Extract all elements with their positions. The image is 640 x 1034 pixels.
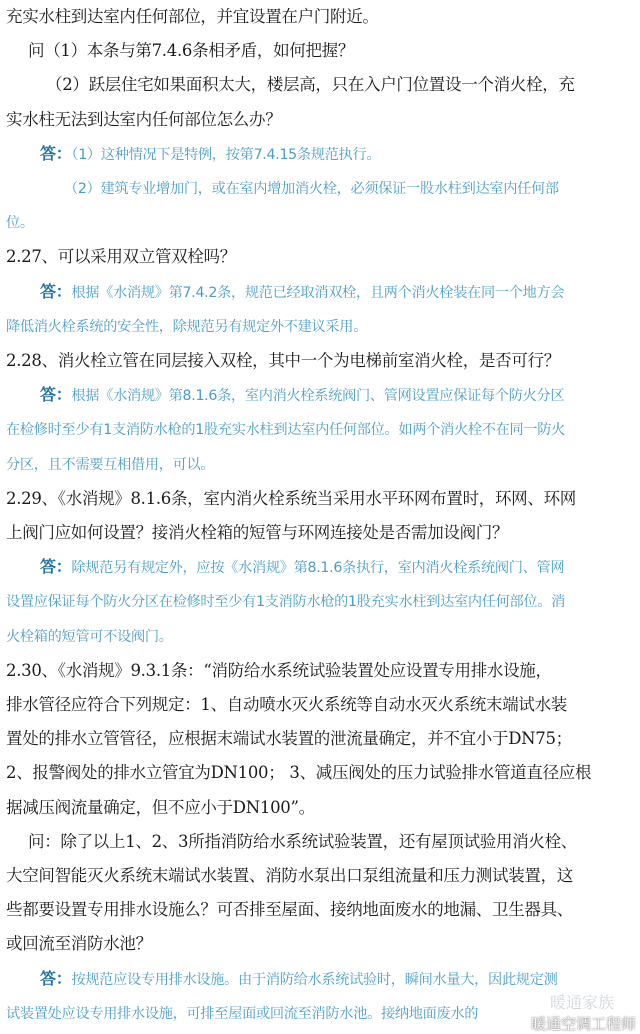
line-text: 据减压阀流量确定，但不应小于DN100”。 (6, 797, 315, 817)
text-line (6, 516, 636, 550)
watermark-sub: 暖通空调工程师 (530, 1015, 636, 1033)
answer-line (6, 172, 636, 206)
text-line (6, 240, 636, 274)
text-line (6, 859, 636, 893)
answer-line (6, 620, 636, 654)
text-line (6, 927, 636, 961)
line-text: 在检修时至少有1支消防水枪的1股充实水柱到达室内任何部位。如两个消火栓不在同一防火 (6, 422, 566, 439)
line-text: 2.29、《水消规》8.1.6条，室内消火栓系统当采用水平环网布置时，环网、环网 (6, 488, 576, 508)
text-line (6, 688, 636, 722)
line-text: 位。 (6, 215, 34, 232)
line-text: 问（1）本条与第7.4.6条相矛盾，如何把握？ (28, 41, 355, 61)
line-text: 置处的排水立管管径，应根据末端试水装置的泄流量确定，并不宜小于DN75； (6, 729, 572, 749)
line-text: 分区，且不需要互相借用，可以。 (6, 456, 215, 473)
line-text: 问：除了以上1、2、3所指消防给水系统试验装置，还有屋顶试验用消火栓、 (28, 831, 577, 851)
document-body (6, 0, 636, 1031)
line-text: 根据《水消规》第7.4.2条，规范已经取消双栓，且两个消火栓装在同一个地方会 (71, 284, 565, 301)
answer-line (6, 378, 636, 413)
answer-line (6, 275, 636, 310)
answer-line (6, 206, 636, 240)
line-text: 按规范应设专用排水设施。由于消防给水系统试验时，瞬间水量大，因此规定测 (71, 971, 558, 988)
line-text: 2.30、《水消规》9.3.1条：“消防给水系统试验装置处应设置专用排水设施， (6, 660, 552, 680)
text-line (6, 893, 636, 927)
line-text: 些都要设置专用排水设施么？可否排至屋面、接纳地面废水的地漏、卫生器具、 (6, 900, 574, 920)
answer-line (6, 448, 636, 482)
line-text: 设置应保证每个防火分区在检修时至少有1支消防水枪的1股充实水柱到达室内任何部位。消 (6, 594, 566, 611)
watermark-brand: 暖通家族 (549, 993, 614, 1012)
watermark (531, 990, 636, 1034)
text-line (6, 722, 636, 756)
text-line (6, 34, 636, 68)
line-text: 上阀门应如何设置？接消火栓箱的短管与环网连接处是否需加设阀门？ (6, 523, 509, 543)
line-text: 2、报警阀处的排水立管宜为DN100； 3、减压阀处的压力试验排水管道直径应根 (6, 763, 592, 783)
line-text: （2）建筑专业增加门，或在室内增加消火栓，必须保证一股水柱到达室内任何部 (64, 181, 559, 198)
line-text: 排水管径应符合下列规定：1、自动喷水灭火系统等自动水灭火系统末端试水装 (6, 695, 567, 715)
text-line (6, 0, 636, 34)
answer-line (6, 310, 636, 344)
answer-line (6, 550, 636, 585)
answer-label: 答： (40, 557, 72, 577)
line-text: 试装置处应设专用排水设施，可排至屋面或回流至消防水池。接纳地面废水的 (6, 1005, 479, 1022)
answer-line (6, 137, 636, 172)
text-line (6, 482, 636, 516)
text-line (6, 756, 636, 790)
line-text: 降低消火栓系统的安全性，除规范另有规定外不建议采用。 (6, 318, 368, 335)
line-text: （1）这种情况下是特例，按第7.4.15条规范执行。 (71, 146, 381, 163)
line-text: （2）跃层住宅如果面积太大，楼层高，只在入户门位置设一个消火栓，充 (46, 75, 575, 95)
line-text: 充实水柱到达室内任何部位，并宜设置在户门附近。 (6, 7, 379, 26)
line-text: 实水柱无法到达室内任何部位怎么办？ (6, 109, 282, 129)
line-text: 2.28、消火栓立管在同层接入双栓，其中一个为电梯前室消火栓，是否可行？ (6, 351, 560, 371)
line-text: 除规范另有规定外，应按《水消规》第8.1.6条执行，室内消火栓系统阀门、管网 (71, 560, 565, 577)
answer-line (6, 413, 636, 447)
text-line (6, 791, 636, 825)
line-text: 或回流至消防水池？ (6, 934, 152, 954)
text-line (6, 825, 636, 859)
answer-line (6, 585, 636, 619)
text-line (6, 344, 636, 378)
line-text: 大空间智能灭火系统末端试水装置、消防水泵出口泵组流量和压力测试装置，这 (6, 866, 574, 886)
text-line (6, 654, 636, 688)
answer-label: 答： (40, 143, 72, 163)
line-text: 根据《水消规》第8.1.6条，室内消火栓系统阀门、管网设置应保证每个防火分区 (71, 388, 565, 405)
answer-label: 答： (40, 968, 72, 988)
text-line (6, 103, 636, 137)
line-text: 火栓箱的短管可不设阀门。 (6, 628, 173, 645)
answer-label: 答： (40, 385, 72, 405)
answer-label: 答： (40, 281, 72, 301)
line-text: 2.27、可以采用双立管双栓吗？ (6, 247, 236, 267)
text-line (6, 68, 636, 102)
